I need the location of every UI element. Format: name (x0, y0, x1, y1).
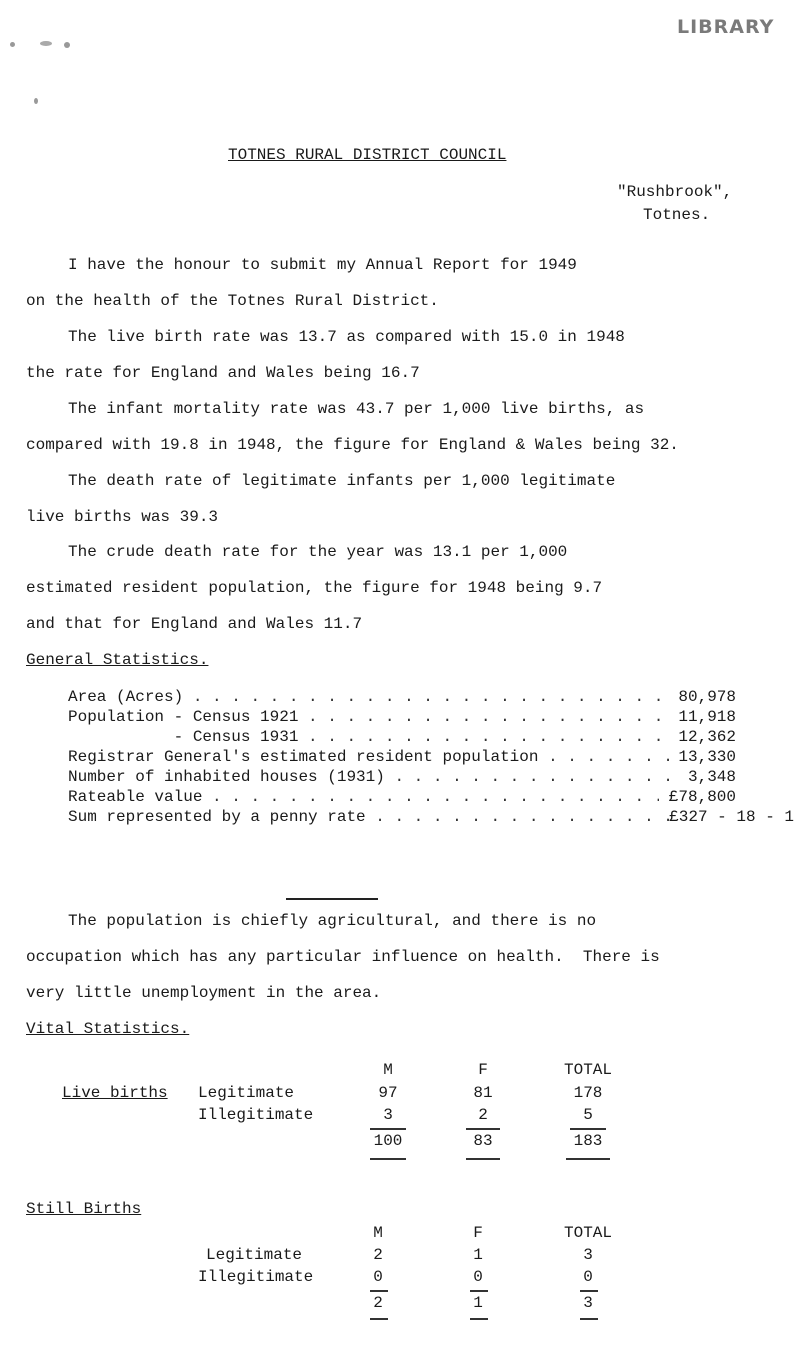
live-births-illegitimate-label: Illegitimate (198, 1106, 314, 1124)
scan-speck (10, 42, 15, 47)
live-births-header-f: F (478, 1061, 488, 1079)
stat-row-rateable-value (68, 788, 736, 808)
report-p5-line1: The crude death rate for the year was 13.1 per 1,000 (68, 543, 568, 561)
stat-value: 12,362 (668, 728, 736, 746)
report-p5-line3: and that for England and Wales 11.7 (26, 615, 363, 633)
scan-speck (40, 41, 52, 46)
address-line-1: "Rushbrook", (617, 183, 733, 201)
total-rule (566, 1158, 610, 1160)
report-p5-line2: estimated resident population, the figure for 1948 being 9.7 (26, 579, 603, 597)
live-births-header-m: M (383, 1061, 393, 1079)
total-rule (370, 1158, 406, 1160)
still-births-legitimate-label: Legitimate (206, 1246, 303, 1264)
live-births-legitimate-label: Legitimate (198, 1084, 295, 1102)
still-births-header-m: M (373, 1224, 383, 1242)
report-p2-line1: The live birth rate was 13.7 as compared with 15.0 in 1948 (68, 328, 625, 346)
general-statistics-heading: General Statistics. (26, 651, 209, 669)
total-rule (580, 1318, 598, 1320)
still-births-header-f: F (473, 1224, 483, 1242)
stat-label: Rateable value (68, 788, 213, 806)
stat-row-estimated-population (68, 748, 736, 768)
report-p3-line1: The infant mortality rate was 43.7 per 1,000 live births, as (68, 400, 645, 418)
still-births-total-m: 2 (373, 1294, 383, 1312)
stat-row-area (68, 688, 736, 708)
occupation-line-3: very little unemployment in the area. (26, 984, 382, 1002)
occupation-line-2: occupation which has any particular influence on health. There is (26, 948, 660, 966)
total-rule (370, 1128, 406, 1130)
live-births-legitimate-total: 178 (573, 1084, 603, 1102)
stat-row-inhabited-houses (68, 768, 736, 788)
stat-label: Sum represented by a penny rate (68, 808, 376, 826)
stat-row-census-1921 (68, 708, 736, 728)
live-births-illegitimate-m: 3 (383, 1106, 393, 1124)
live-births-illegitimate-total: 5 (583, 1106, 593, 1124)
stat-value: 80,978 (668, 688, 736, 706)
still-births-legitimate-total: 3 (583, 1246, 593, 1264)
total-rule (570, 1128, 606, 1130)
address-line-2: Totnes. (643, 206, 711, 224)
stat-value: 3,348 (678, 768, 736, 786)
live-births-legitimate-f: 81 (473, 1084, 493, 1102)
scan-speck (34, 98, 38, 104)
scan-speck (64, 42, 70, 48)
live-births-header-total: TOTAL (563, 1061, 612, 1079)
still-births-label: Still Births (26, 1200, 142, 1218)
still-births-illegitimate-m: 0 (373, 1268, 383, 1286)
stat-value: 11,918 (668, 708, 736, 726)
stat-row-penny-rate (68, 808, 794, 828)
total-rule (370, 1318, 388, 1320)
still-births-illegitimate-label: Illegitimate (198, 1268, 314, 1286)
total-rule (470, 1318, 488, 1320)
live-births-total-total: 183 (573, 1132, 603, 1150)
report-p1-line2: on the health of the Totnes Rural District. (26, 292, 439, 310)
stat-label: Number of inhabited houses (1931) (68, 768, 395, 786)
stat-row-census-1931 (68, 728, 736, 748)
total-rule (370, 1290, 388, 1292)
still-births-legitimate-m: 2 (373, 1246, 383, 1264)
live-births-label: Live births (62, 1084, 168, 1102)
report-p3-line2: compared with 19.8 in 1948, the figure for England & Wales being 32. (26, 436, 679, 454)
total-rule (580, 1290, 598, 1292)
live-births-total-m: 100 (373, 1132, 403, 1150)
live-births-illegitimate-f: 2 (478, 1106, 488, 1124)
report-p4-line2: live births was 39.3 (26, 508, 219, 526)
occupation-line-1: The population is chiefly agricultural, and there is no (68, 912, 597, 930)
stat-value: £327 - 18 - 1 (669, 808, 794, 826)
still-births-total-f: 1 (473, 1294, 483, 1312)
report-p4-line1: The death rate of legitimate infants per 1,000 legitimate (68, 472, 616, 490)
stat-label: - Census 1931 (68, 728, 309, 746)
total-rule (466, 1158, 500, 1160)
stat-label: Area (Acres) (68, 688, 193, 706)
total-rule (470, 1290, 488, 1292)
library-stamp: LIBRARY (677, 16, 775, 38)
council-title: TOTNES RURAL DISTRICT COUNCIL (228, 146, 507, 164)
stat-value: £78,800 (659, 788, 736, 806)
vital-statistics-heading: Vital Statistics. (26, 1020, 190, 1038)
total-rule (466, 1128, 500, 1130)
still-births-illegitimate-total: 0 (583, 1268, 593, 1286)
report-p1-line1: I have the honour to submit my Annual Report for 1949 (68, 256, 577, 274)
still-births-legitimate-f: 1 (473, 1246, 483, 1264)
report-p2-line2: the rate for England and Wales being 16.7 (26, 364, 420, 382)
section-divider (286, 898, 378, 900)
stat-label: Registrar General's estimated resident population (68, 748, 549, 766)
live-births-legitimate-m: 97 (378, 1084, 398, 1102)
still-births-total-total: 3 (583, 1294, 593, 1312)
live-births-total-f: 83 (473, 1132, 493, 1150)
stat-label: Population - Census 1921 (68, 708, 309, 726)
still-births-header-total: TOTAL (563, 1224, 612, 1242)
still-births-illegitimate-f: 0 (473, 1268, 483, 1286)
stat-value: 13,330 (668, 748, 736, 766)
